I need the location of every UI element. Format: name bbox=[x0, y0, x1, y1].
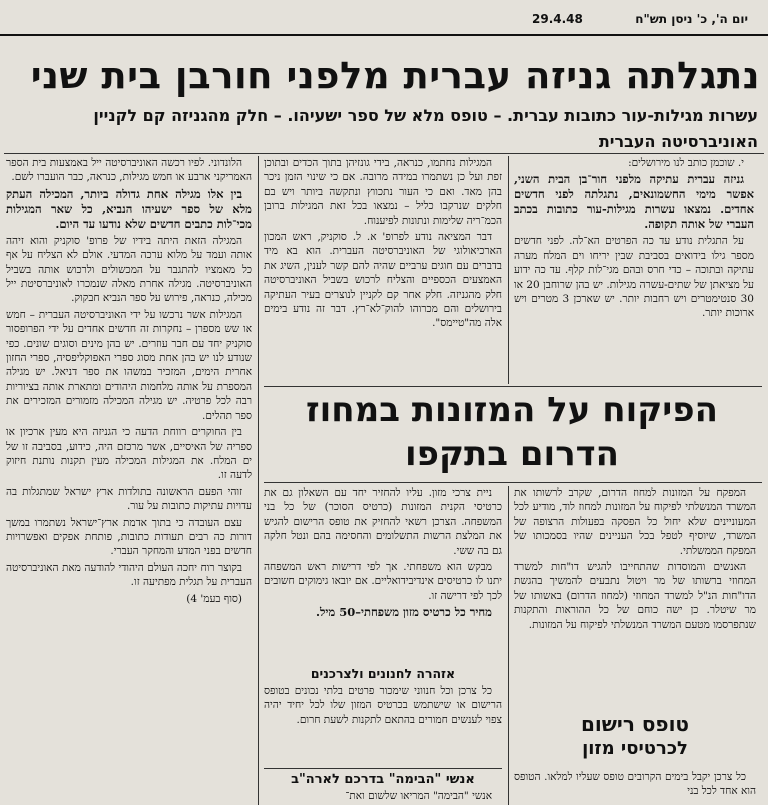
column-rule bbox=[508, 156, 509, 384]
article-paragraph: י. שוכמן כותב לנו מירושלים: bbox=[628, 157, 744, 169]
habima-text bbox=[264, 789, 502, 805]
habima-headline: אנשי "הבימה" בדרכם לארה"ב bbox=[291, 772, 475, 787]
gregorian-date: 29.4.48 bbox=[532, 12, 583, 26]
dateline bbox=[0, 2, 768, 36]
column-rule bbox=[258, 156, 259, 805]
main-headline: נתגלתה גניזה עברית מלפני חורבן בית שני bbox=[30, 54, 760, 97]
registration-paragraph: כל צרכן יקבל בימים הקרובים טופס שעליו למלאו. הטופס הוא אחד לכל בני bbox=[514, 771, 756, 798]
article-column-3 bbox=[6, 156, 252, 805]
article-paragraph: הלונדוני. לפיו רכשה האוניברסיטה ייל באמצעות בית הספר האמריקני ארבע או חמש מגילות, כנראה, כבר הועברו לשם. bbox=[6, 157, 252, 184]
article-paragraph: עצם העובדה כי בתוך אדמת ארץ־ישראל נשתמרו במשך דורות כה רבים תעודות כתובות, פותחת אפקים ואפשרויות חדשים בפני המדע והמחקר העברי. bbox=[6, 516, 252, 558]
food-column-1 bbox=[514, 486, 756, 708]
article-paragraph: דבר המציאה נודע לפרופ' א. ל. סוקניק, ראש המכון הארכיאולוגי של האוניברסיטה העברית. הוא בא מיד בדברים עם חוגים ערביים שהיה להם קשר לענין, השיג את האמצעים הכספיים והצליח לרכוש בשביל האוניברסיטה חלק מהגניזה. חלק אחר קם לקניין לנוצרים בעיר העתיקה בירושלים והם מכרוהו להוק־לא־רץ. דבר זה נודע בימים אלה מה"טיימס". bbox=[264, 231, 502, 330]
article-paragraph: בין החוקרים רווחת הדעה כי הגניזה היא מעין ארכיון או ספריה של האיסיים, אשר מרכזם היה, כידוע, בסביבה זו של ים המלח. את המגילות המכילה מעין תקנות נותנת חיזוק לדעה זו. bbox=[6, 426, 252, 482]
article-paragraph: המגילות נחתמו, כנראה, בידי גונזיהן בתוך הכדים ובתוכן זפת ועל כן נשתמרו במידה מרובה. אם כי שינוי הזמן ניכר בהן מאד. ואם כי העור נתכווץ ונתקשה ביותר ויש בם חלקים שנרקבו כליל – נמצאו בכל זאת המגילות ברובן הכמ־ריה שלימות ונתונות לפיענוח. bbox=[264, 157, 502, 227]
section-divider bbox=[264, 768, 502, 769]
food-column-2-continued bbox=[264, 684, 502, 764]
article-paragraph: המגילה הזאת היתה בידיו של פרופ' סוקניק והוא זיהה אותה ועמד על מלוא ערכה המדעי. אולם לא הצליח על אף כל מאמציו להתגבר על המכשולים ולרכוש אותה בשביל האוניברסיטה. מגילה אחרת מאלה שנמכרו לאוניברסיטת ייל מכילה, כנראה, פירוש על ספר הנביא חבקוק. bbox=[6, 234, 252, 305]
section-divider bbox=[264, 482, 762, 483]
article-highlight-paragraph: בין אלו מגילה אחת גדולה ביותר, המכילה העתק מלא של ספר ישעיהו הנביא, כל שאר המגילות מכי־לות כתבים חדשים שלא נודעו עד היום. bbox=[6, 186, 252, 231]
habima-paragraph: אנשי "הבימה" המריאו שלשום ואת־ bbox=[345, 790, 492, 802]
article-paragraph: בקוצר רוח יחכה העולם היהודי להודעה מאת האוניברסיטה העברית על תגלית מפתיעה זו. bbox=[6, 561, 252, 589]
article-paragraph: זוהי הפעם הראשונה בתולדות ארץ ישראל שמתגלות בה עדויות עתיקות כתובות על עור. bbox=[6, 485, 252, 513]
food-paragraph: ניית צרכי מזון. עליו להחזיר יחד עם השאלון גם את כרטיסי הקנית המזונות (כרטיס הסוכר) של כל בני המשפחה. הצרכן רשאי להחזיק את טופס הרישום להגיש את המלצת הרשות התשלומים והחסימה בהם ונטל חלקה גם בה ששי. bbox=[264, 487, 502, 557]
hebrew-date: יום ה', כ' ניסן תש"ח bbox=[635, 12, 748, 26]
article-lead-paragraph: גניזה עברית עתיקה מלפני חור־בן הבית השני, אפשר מימי החשמונאים, נתגלתה לפני חדשים אחדים. נמצאו עשרות מגילות-עור כתובות בכתב העברי של אותה תקופה. bbox=[514, 172, 754, 232]
continuation-note: (סוף בעמ' 4) bbox=[186, 592, 242, 605]
food-price: מחיר כל כרטיס מזון משפחתי–50 מיל. bbox=[315, 605, 492, 620]
food-control-headline: הפיקוח על המזונות במחוז הדרום בתקפו bbox=[305, 390, 719, 474]
article-column-1 bbox=[514, 156, 754, 384]
food-column-2 bbox=[264, 486, 502, 664]
headline-divider bbox=[4, 153, 764, 154]
article-column-2 bbox=[264, 156, 502, 384]
food-paragraph: האנשים והמוסדות שהתחייבו להגיש דו"חות למשרד המחוזי ברשותו של מר ויטול נתבעים להמשיך בהגשת הדו"חות הנ"ל למשרד המחוזי (למחוז הדרום) באשותו של מר שיטלר. כן ישה כוחם של כל ההוראות והתקנות שנתפרסמו מטעם המשרד המנשלתי לפיקוח על המזונות. bbox=[514, 561, 756, 631]
main-subheadline: עשרות מגילות-עור כתובות עברית. – טופס מלא של ספר ישעיהו. – חלק מהגניזה קם לקניין האוניברסיטה העברית bbox=[93, 106, 758, 151]
article-paragraph: על התגלית נודע עד כה הפרטים הא־לה. לפני חדשים מספר גילו בידואים בסביבת שבין יריחו וים המלח מערה עתיקה ובתוכה – כדי חרס ובהם מגי־לות קלף. עד כה ידוע על מציאתן של שתים-עשרה מגילות. יש בהן שרוחבן 20 או 30 סנטימטרים ויש רחבות יותר. יש שארכן 3 מטרים ויש ארוכות יותר. bbox=[514, 235, 754, 320]
article-paragraph: המגילות אשר נרכשו על ידי האוניברסיטה העברית – חמש או שש מספרן – נחקרות זה חדשים אחדים על ידי הפרופסור סוקניק יחד עם חבר עוזרים. יש בהן מינים וסוגים שונים. כפי שנודע לנו יש בהן אחת מסוג ספרי האפוקליפסיה, ספרי החזון אחרית הימים, המזכיר במשהו את ספר דניאל. יש מגילה המספרת על אותה מלחמות היהודים ומתארת אותה בציוריות רבה לכל פרטיה. יש מגילה המכילה מזמורים המזכירים את ספר תהלים. bbox=[6, 308, 252, 422]
food-paragraph: המפקח על המזונות למחוז הדרום, שקרב לרשותו את המשרד המנשלתי לפיקוח על המזונות למחוז לוד, מודיע לכל המעוניינים שלא יחול כל הפסקה בפעולות הרצופה של המשרד, שיוסיף לטפל בכל העניינים שהיו בסמכותו של המפקח הממשלתי. bbox=[514, 487, 756, 557]
food-cards-headline: לכרטיסי מזון bbox=[582, 738, 688, 759]
food-paragraph: כל צרכן וכל חנווני שימכור פרטים בלתי נכונים בטופס הרישום או שישתמש בכרטיס המזון שלו לכל יחיד יהיה צפוי לענשים חמורים בהתאם לתקנות לשעת חרום. bbox=[264, 685, 502, 726]
warning-subheadline: אזהרה לחנונים ולצרכנים bbox=[310, 666, 456, 681]
registration-form-headline: טופס רישום bbox=[580, 712, 690, 736]
column-rule bbox=[508, 486, 509, 805]
section-divider bbox=[264, 386, 762, 387]
food-paragraph: מבקש הוא משפחתי. אך לפי דרישות ראש המשפחה יתנו לו כרטיסים אינדיבידואליים. אם יובאו גימוקים חשובים לכך לפי דרישה זו. bbox=[264, 561, 502, 602]
registration-form-text bbox=[514, 770, 756, 805]
